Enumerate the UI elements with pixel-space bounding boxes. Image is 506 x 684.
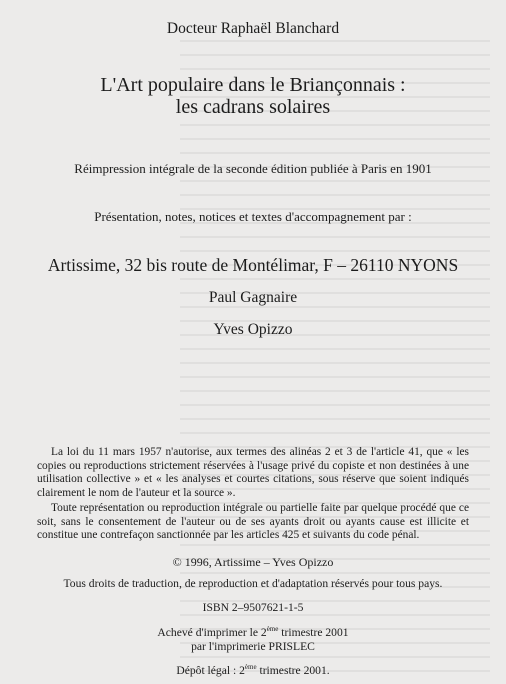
reprint-note: Réimpression intégrale de la seconde édition publiée à Paris en 1901 (74, 161, 432, 176)
book-title-line-1: L'Art populaire dans le Briançonnais : (100, 74, 406, 96)
book-title-line-2: les cadrans solaires (175, 96, 331, 118)
presentation-credit: Présentation, notes, notices et textes d'accompagnement par : (94, 209, 412, 224)
isbn: ISBN 2–9507621-1-5 (202, 601, 304, 614)
contributor-name: Paul Gagnaire (208, 289, 298, 306)
reproduction-notice (37, 502, 469, 543)
printing-date-suffix: trimestre 2001 (278, 626, 349, 639)
legal-deposit (0, 663, 506, 677)
legal-deposit-prefix: Dépôt légal : 2 (176, 664, 245, 677)
legal-deposit-ordinal: ème (244, 663, 257, 671)
law-notice (37, 446, 469, 500)
printing-date (0, 625, 506, 639)
author-name: Docteur Raphaël Blanchard (166, 20, 340, 37)
printing-date-ordinal: ème (266, 625, 279, 633)
contributor-name: Yves Opizzo (213, 321, 293, 338)
legal-deposit-suffix: trimestre 2001. (256, 664, 330, 677)
law-notice-text: La loi du 11 mars 1957 n'autorise, aux termes des alinéas 2 et 3 de l'article 41, que « les copies ou reproductions strictement réservées à l'usage privé du copiste et non destinées à une utilisation collective » et « les analyses et courtes citations, sous réserve que soient indiqués clairement le nom de l'auteur et la source ». (37, 446, 469, 499)
printing-date-prefix: Achevé d'imprimer le 2 (157, 626, 267, 639)
printer-name: par l'imprimerie PRISLEC (191, 640, 315, 653)
copyright-line: © 1996, Artissime – Yves Opizzo (172, 555, 334, 569)
reproduction-notice-text: Toute représentation ou reproduction intégrale ou partielle faite par quelque procédé que ce soit, sans le consentement de l'auteur ou de ses ayants droit ou ayants cause est illicite et constitue une contrefaçon sanctionnée par les articles 425 et suivants du code pénal. (37, 502, 469, 542)
rights-reserved: Tous droits de traduction, de reproduction et d'adaptation réservés pour tous pays. (63, 577, 443, 590)
book-title (0, 74, 506, 118)
publisher-address: Artissime, 32 bis route de Montélimar, F – 26110 NYONS (47, 255, 459, 275)
